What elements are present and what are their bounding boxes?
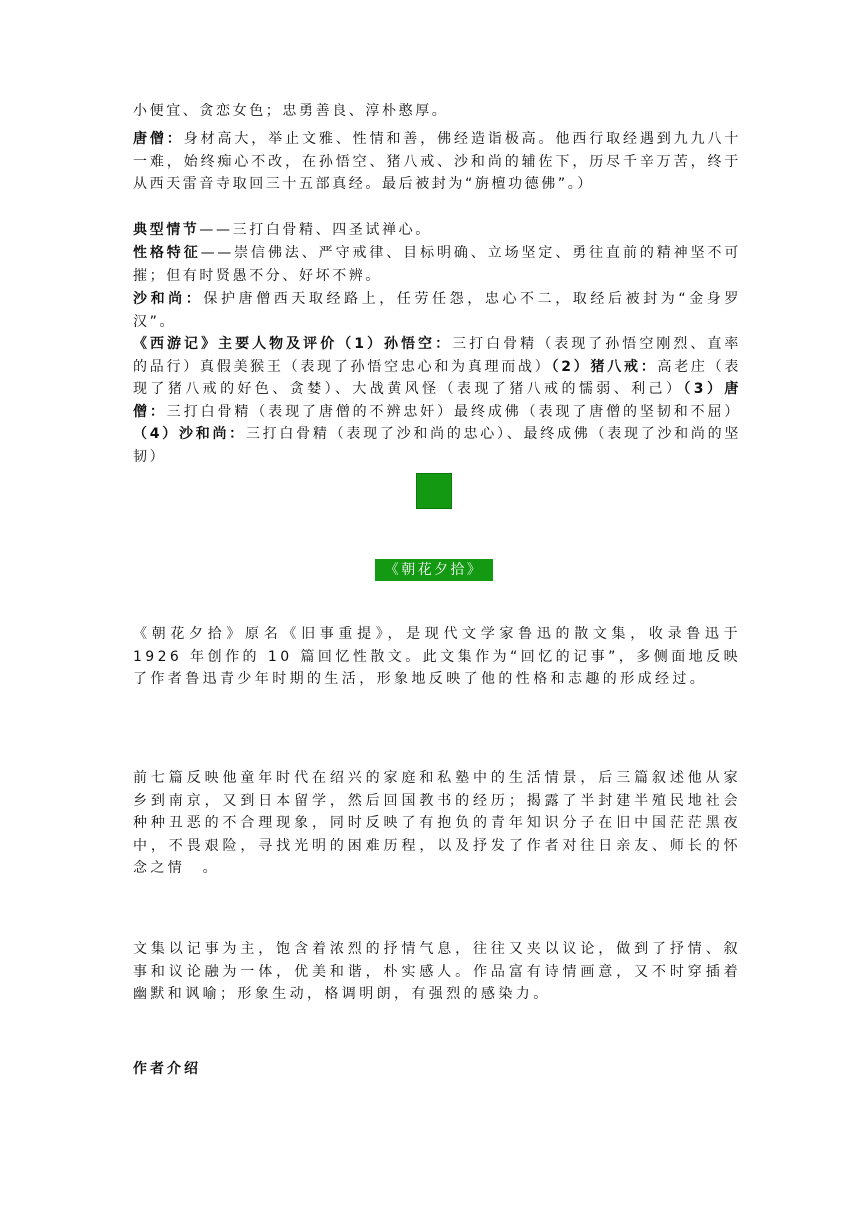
section-title-text: 《朝花夕拾》 xyxy=(384,562,484,578)
label-tang-seng-eval: （3）唐 僧： xyxy=(133,381,775,420)
paragraph-intro xyxy=(133,623,741,691)
label-sha-heshang: 沙和尚： xyxy=(133,291,204,307)
label-typical-plot: 典型情节 xyxy=(133,222,200,238)
text-sha-heshang-eval: 三打白骨精（表现了沙和尚的忠心）、最终成佛（表现了沙和尚的坚韧） xyxy=(133,426,742,465)
heading-author-intro: 作者介绍 xyxy=(133,1061,201,1077)
section-title-banner xyxy=(375,559,493,581)
label-evaluation-title: 《西游记》主要人物及评价（1）孙悟空： xyxy=(133,336,453,352)
label-sha-heshang-eval: （4）沙和尚： xyxy=(133,426,246,443)
text-sun-wukong-eval: 三打白骨精（表现了孙悟空刚烈、直率的品行）真假美猴王（表现了孙悟空忠心和为真理而战） xyxy=(133,336,742,375)
paragraph-sha-heshang xyxy=(133,288,741,333)
text-tang-seng: 身材高大，举止文雅、性情和善，佛经造诣极高。他西行取经遇到九九八十一难，始终痴心不改，在孙悟空、猪八戒、沙和尚的辅佐下，历尽千辛万苦，终于从西天雷音寺取回三十五部真经。最后被封为“旃檀功德佛”。） xyxy=(133,131,741,193)
text-content-summary: 前七篇反映他童年时代在绍兴的家庭和私塾中的生活情景，后三篇叙述他从家乡到南京，又到日本留学，然后回国教书的经历；揭露了半封建半殖民地社会种种丑恶的不合理现象，同时反映了有抱负的青年知识分子在旧中国茫茫黑夜中，不畏艰险，寻找光明的困难历程，以及抒发了作者对往日亲友、师长的怀念之情 。 xyxy=(133,770,741,877)
text-zhu-bajie-traits: 小便宜、贪恋女色；忠勇善良、淳朴憨厚。 xyxy=(133,103,449,119)
paragraph-zhu-bajie-continued xyxy=(133,100,741,123)
label-character-traits: 性格特征 xyxy=(133,245,201,261)
text-sha-heshang: 保护唐僧西天取经路上，任劳任怨，忠心不二，取经后被封为“金身罗汉”。 xyxy=(133,291,741,330)
text-tang-seng-eval: 三打白骨精（表现了唐僧的不辨忠奸）最终成佛（表现了唐僧的坚韧和不屈） xyxy=(166,403,741,420)
text-style: 文集以记事为主，饱含着浓烈的抒情气息，往往又夹以议论，做到了抒情、叙事和议论融为一体，优美和谐，朴实感人。作品富有诗情画意，又不时穿插着幽默和讽喻；形象生动，格调明朗，有强烈的感染力。 xyxy=(133,941,741,1003)
text-zhu-bajie-eval: 高老庄（表现了猪八戒的好色、贪婪）、大战黄风怪（表现了猪八戒的懦弱、利己） xyxy=(133,358,742,398)
paragraph-typical-plot xyxy=(133,219,741,242)
paragraph-xiyouji-evaluation xyxy=(133,333,775,469)
text-typical-plot: ——三打白骨精、四圣试禅心。 xyxy=(199,222,432,238)
paragraph-style xyxy=(133,938,741,1006)
paragraph-content-summary xyxy=(133,767,741,880)
paragraph-character-traits xyxy=(133,242,741,287)
text-intro: 《朝花夕拾》原名《旧事重提》，是现代文学家鲁迅的散文集，收录鲁迅于 1926 年创作的 10 篇回忆性散文。此文集作为“回忆的记事”，多侧面地反映了作者鲁迅青少年时期的生活，形象地反映了他的性格和志趣的形成经过。 xyxy=(133,626,741,688)
paragraph-tang-seng xyxy=(133,128,741,196)
text-character-traits: ——崇信佛法、严守戒律、目标明确、立场坚定、勇往直前的精神坚不可摧；但有时贤愚不分、好坏不辨。 xyxy=(133,245,741,284)
label-tang-seng: 唐僧： xyxy=(133,131,184,147)
green-square-decoration xyxy=(416,473,452,509)
label-zhu-bajie-eval: （2）猪八戒： xyxy=(551,358,658,375)
